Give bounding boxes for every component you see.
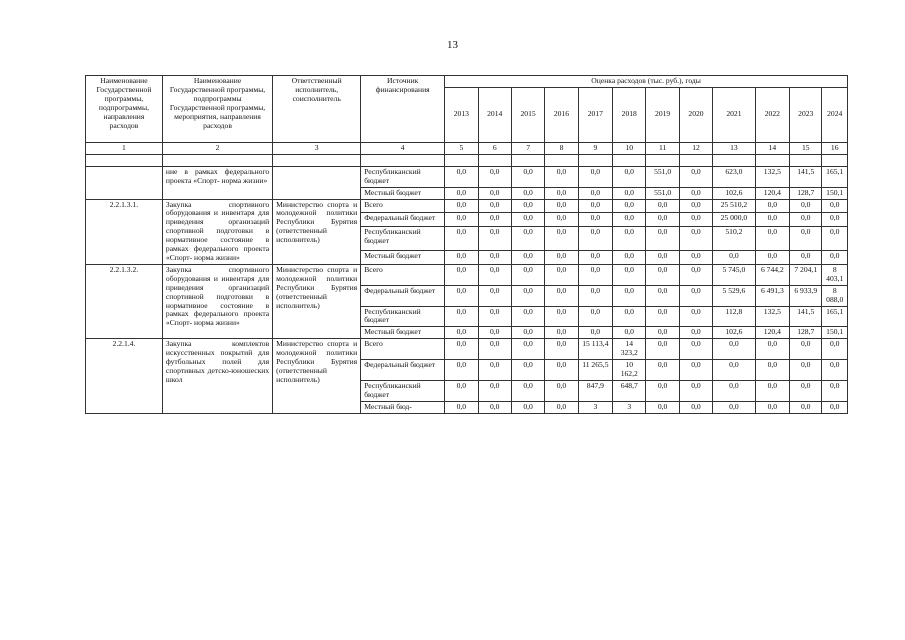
column-number: 13 [713,142,755,154]
row-code: 2.2.1.3.2. [86,264,163,338]
spacer-cell [361,154,445,166]
spacer-cell [162,154,272,166]
value-cell: 0,0 [613,327,646,339]
value-cell: 0,0 [822,199,848,213]
header-years-title: Оценка расходов (тыс. руб.), годы [445,76,848,88]
row-funding-source: Федеральный бюджет [361,360,445,381]
value-cell: 0,0 [445,187,478,199]
column-number: 16 [822,142,848,154]
value-cell: 3 [613,401,646,413]
value-cell: 0,0 [545,306,578,327]
header-year: 2024 [822,87,848,142]
value-cell: 0,0 [578,227,612,251]
value-cell: 0,0 [445,251,478,265]
spacer-row [86,154,848,166]
value-cell: 0,0 [511,380,544,401]
table-row [86,339,848,360]
value-cell: 0,0 [511,213,544,227]
value-cell: 648,7 [613,380,646,401]
header-year: 2014 [478,87,511,142]
value-cell: 0,0 [822,251,848,265]
value-cell: 0,0 [679,213,712,227]
value-cell: 0,0 [790,360,822,381]
row-code: 2.2.1.3.1. [86,199,163,264]
value-cell: 0,0 [755,227,789,251]
row-funding-source: Всего [361,339,445,360]
value-cell: 0,0 [511,251,544,265]
value-cell: 0,0 [790,380,822,401]
value-cell: 0,0 [478,401,511,413]
value-cell: 0,0 [613,251,646,265]
column-number: 14 [755,142,789,154]
value-cell: 0,0 [679,327,712,339]
column-number: 6 [478,142,511,154]
value-cell: 11 265,5 [578,360,612,381]
column-number: 1 [86,142,163,154]
header-year: 2023 [790,87,822,142]
value-cell: 551,0 [646,187,679,199]
column-number: 3 [273,142,361,154]
value-cell: 0,0 [578,166,612,187]
value-cell: 0,0 [511,306,544,327]
value-cell: 0,0 [578,213,612,227]
value-cell: 0,0 [613,187,646,199]
spacer-cell [578,154,612,166]
value-cell: 0,0 [613,285,646,306]
value-cell: 0,0 [679,360,712,381]
column-number: 7 [511,142,544,154]
value-cell: 128,7 [790,187,822,199]
value-cell: 0,0 [578,187,612,199]
value-cell: 5 745,0 [713,264,755,285]
value-cell: 0,0 [613,227,646,251]
row-event-name: Закупка спортивного оборудования и инвентаря для приведения организаций спортивной подготовки в нормативное состояние в рамках федерального проекта «Спорт- норма жизни» [162,264,272,338]
value-cell: 0,0 [822,227,848,251]
column-number: 15 [790,142,822,154]
value-cell: 0,0 [646,380,679,401]
column-number: 5 [445,142,478,154]
value-cell: 0,0 [511,360,544,381]
value-cell: 120,4 [755,187,789,199]
value-cell: 0,0 [679,199,712,213]
header-year: 2020 [679,87,712,142]
value-cell: 0,0 [545,264,578,285]
spacer-cell [790,154,822,166]
value-cell: 0,0 [578,285,612,306]
value-cell: 0,0 [646,285,679,306]
value-cell: 0,0 [713,401,755,413]
row-funding-source: Местный бюджет [361,187,445,199]
value-cell: 165,1 [822,306,848,327]
value-cell: 6 933,9 [790,285,822,306]
value-cell: 0,0 [646,213,679,227]
value-cell: 0,0 [445,213,478,227]
row-funding-source: Местный бюд- [361,401,445,413]
row-funding-source: Федеральный бюджет [361,285,445,306]
row-executor: Министерство спорта и молодежной политики Республики Бурятия (ответственный исполнитель) [273,339,361,413]
value-cell: 551,0 [646,166,679,187]
value-cell: 141,5 [790,306,822,327]
value-cell: 0,0 [613,199,646,213]
value-cell: 8 403,1 [822,264,848,285]
column-number: 8 [545,142,578,154]
value-cell: 0,0 [478,264,511,285]
spacer-cell [86,154,163,166]
value-cell: 0,0 [545,380,578,401]
value-cell: 0,0 [790,213,822,227]
value-cell: 0,0 [713,380,755,401]
value-cell: 0,0 [478,187,511,199]
header-year: 2018 [613,87,646,142]
header-year: 2016 [545,87,578,142]
value-cell: 0,0 [755,213,789,227]
value-cell: 0,0 [646,264,679,285]
value-cell: 0,0 [478,199,511,213]
value-cell: 0,0 [578,251,612,265]
value-cell: 0,0 [545,199,578,213]
value-cell: 0,0 [713,360,755,381]
row-funding-source: Республиканский бюджет [361,227,445,251]
header-year: 2015 [511,87,544,142]
value-cell: 0,0 [445,264,478,285]
row-funding-source: Республиканский бюджет [361,380,445,401]
value-cell: 0,0 [646,251,679,265]
value-cell: 0,0 [445,380,478,401]
row-event-name: Закупка спортивного оборудования и инвентаря для приведения организаций спортивной подготовки в нормативное состояние в рамках федерального проекта «Спорт- норма жизни» [162,199,272,264]
value-cell: 0,0 [790,251,822,265]
value-cell: 10 162,2 [613,360,646,381]
value-cell: 0,0 [613,166,646,187]
value-cell: 0,0 [511,199,544,213]
value-cell: 0,0 [445,339,478,360]
value-cell: 128,7 [790,327,822,339]
value-cell: 0,0 [511,227,544,251]
value-cell: 0,0 [511,166,544,187]
column-number: 2 [162,142,272,154]
value-cell: 5 529,6 [713,285,755,306]
value-cell: 0,0 [713,339,755,360]
header-name-program: Наименование Государственной программы, подпрограммы, направления расходов [86,76,163,143]
value-cell: 6 491,3 [755,285,789,306]
row-executor: Министерство спорта и молодежной политики Республики Бурятия (ответственный исполнитель) [273,199,361,264]
value-cell: 0,0 [511,285,544,306]
value-cell: 132,5 [755,166,789,187]
page-number: 13 [447,39,458,51]
value-cell: 0,0 [545,327,578,339]
value-cell: 0,0 [511,401,544,413]
value-cell: 0,0 [646,339,679,360]
header-year: 2017 [578,87,612,142]
value-cell: 0,0 [478,251,511,265]
value-cell: 0,0 [578,306,612,327]
value-cell: 7 204,1 [790,264,822,285]
value-cell: 0,0 [478,306,511,327]
value-cell: 132,5 [755,306,789,327]
value-cell: 0,0 [613,213,646,227]
header-year: 2022 [755,87,789,142]
value-cell: 14 323,2 [613,339,646,360]
spacer-cell [273,154,361,166]
value-cell: 0,0 [755,251,789,265]
value-cell: 0,0 [755,401,789,413]
value-cell: 0,0 [445,306,478,327]
row-funding-source: Местный бюджет [361,251,445,265]
value-cell: 0,0 [613,306,646,327]
value-cell: 0,0 [511,264,544,285]
value-cell: 0,0 [478,380,511,401]
value-cell: 0,0 [578,264,612,285]
table-row [86,264,848,285]
value-cell: 0,0 [578,199,612,213]
value-cell: 0,0 [755,380,789,401]
value-cell: 102,6 [713,187,755,199]
row-executor: Министерство спорта и молодежной политики Республики Бурятия (ответственный исполнитель) [273,264,361,338]
value-cell: 25 000,0 [713,213,755,227]
value-cell: 0,0 [478,166,511,187]
value-cell: 0,0 [790,227,822,251]
value-cell: 0,0 [511,339,544,360]
value-cell: 0,0 [545,227,578,251]
value-cell: 0,0 [790,339,822,360]
value-cell: 0,0 [445,360,478,381]
row-funding-source: Всего [361,199,445,213]
header-year: 2013 [445,87,478,142]
spacer-cell [713,154,755,166]
column-number: 9 [578,142,612,154]
value-cell: 0,0 [755,339,789,360]
value-cell: 0,0 [679,251,712,265]
row-code [86,166,163,199]
value-cell: 0,0 [822,380,848,401]
value-cell: 0,0 [646,401,679,413]
value-cell: 150,1 [822,327,848,339]
value-cell: 0,0 [545,401,578,413]
value-cell: 0,0 [822,360,848,381]
value-cell: 0,0 [445,285,478,306]
row-funding-source: Всего [361,264,445,285]
value-cell: 3 [578,401,612,413]
value-cell: 0,0 [511,187,544,199]
value-cell: 0,0 [445,401,478,413]
value-cell: 0,0 [545,213,578,227]
value-cell: 0,0 [679,401,712,413]
value-cell: 0,0 [679,285,712,306]
column-number: 11 [646,142,679,154]
value-cell: 0,0 [755,360,789,381]
spacer-cell [478,154,511,166]
column-numbers-row [86,142,848,154]
table-row [86,166,848,187]
value-cell: 0,0 [646,306,679,327]
value-cell: 0,0 [478,327,511,339]
value-cell: 0,0 [822,339,848,360]
value-cell: 112,8 [713,306,755,327]
value-cell: 0,0 [679,187,712,199]
value-cell: 150,1 [822,187,848,199]
value-cell: 0,0 [545,251,578,265]
value-cell: 120,4 [755,327,789,339]
value-cell: 0,0 [545,360,578,381]
value-cell: 0,0 [646,360,679,381]
value-cell: 15 113,4 [578,339,612,360]
value-cell: 0,0 [445,199,478,213]
row-executor [273,166,361,199]
value-cell: 6 744,2 [755,264,789,285]
spacer-cell [545,154,578,166]
value-cell: 0,0 [478,285,511,306]
value-cell: 0,0 [646,227,679,251]
value-cell: 141,5 [790,166,822,187]
value-cell: 25 510,2 [713,199,755,213]
header-executor: Ответственный исполнитель, соисполнитель [273,76,361,143]
value-cell: 0,0 [545,187,578,199]
value-cell: 0,0 [679,339,712,360]
spacer-cell [511,154,544,166]
value-cell: 0,0 [713,251,755,265]
value-cell: 0,0 [646,327,679,339]
value-cell: 847,9 [578,380,612,401]
value-cell: 0,0 [445,227,478,251]
value-cell: 0,0 [822,401,848,413]
value-cell: 0,0 [822,213,848,227]
value-cell: 0,0 [679,306,712,327]
row-funding-source: Республиканский бюджет [361,166,445,187]
column-number: 10 [613,142,646,154]
value-cell: 0,0 [445,166,478,187]
header-row [86,76,848,88]
value-cell: 0,0 [545,339,578,360]
header-year: 2021 [713,87,755,142]
budget-table [85,75,848,414]
value-cell: 0,0 [478,339,511,360]
value-cell: 0,0 [478,227,511,251]
value-cell: 0,0 [755,199,789,213]
value-cell: 0,0 [578,327,612,339]
row-event-name: Закупка комплектов искусственных покрытий для футбольных полей для спортивных детско-юношеских школ [162,339,272,413]
value-cell: 0,0 [478,360,511,381]
header-funding-source: Источник финансирования [361,76,445,143]
column-number: 4 [361,142,445,154]
header-year: 2019 [646,87,679,142]
value-cell: 0,0 [545,285,578,306]
value-cell: 0,0 [679,264,712,285]
value-cell: 0,0 [478,213,511,227]
value-cell: 0,0 [613,264,646,285]
value-cell: 0,0 [790,401,822,413]
column-number: 12 [679,142,712,154]
value-cell: 0,0 [679,166,712,187]
value-cell: 0,0 [679,227,712,251]
row-funding-source: Федеральный бюджет [361,213,445,227]
value-cell: 0,0 [445,327,478,339]
value-cell: 102,6 [713,327,755,339]
spacer-cell [646,154,679,166]
value-cell: 0,0 [511,327,544,339]
value-cell: 165,1 [822,166,848,187]
value-cell: 0,0 [679,380,712,401]
value-cell: 623,0 [713,166,755,187]
row-funding-source: Местный бюджет [361,327,445,339]
spacer-cell [679,154,712,166]
spacer-cell [755,154,789,166]
table-row [86,199,848,213]
header-name-event: Наименование Государственной программы, подпрограммы Государственной программы, мероприятия, направления расходов [162,76,272,143]
value-cell: 0,0 [790,199,822,213]
spacer-cell [445,154,478,166]
row-code: 2.2.1.4. [86,339,163,413]
value-cell: 0,0 [646,199,679,213]
spacer-cell [613,154,646,166]
spacer-cell [822,154,848,166]
row-event-name: ние в рамках федерального проекта «Спорт- норма жизни» [162,166,272,199]
row-funding-source: Республиканский бюджет [361,306,445,327]
value-cell: 510,2 [713,227,755,251]
value-cell: 8 088,0 [822,285,848,306]
value-cell: 0,0 [545,166,578,187]
